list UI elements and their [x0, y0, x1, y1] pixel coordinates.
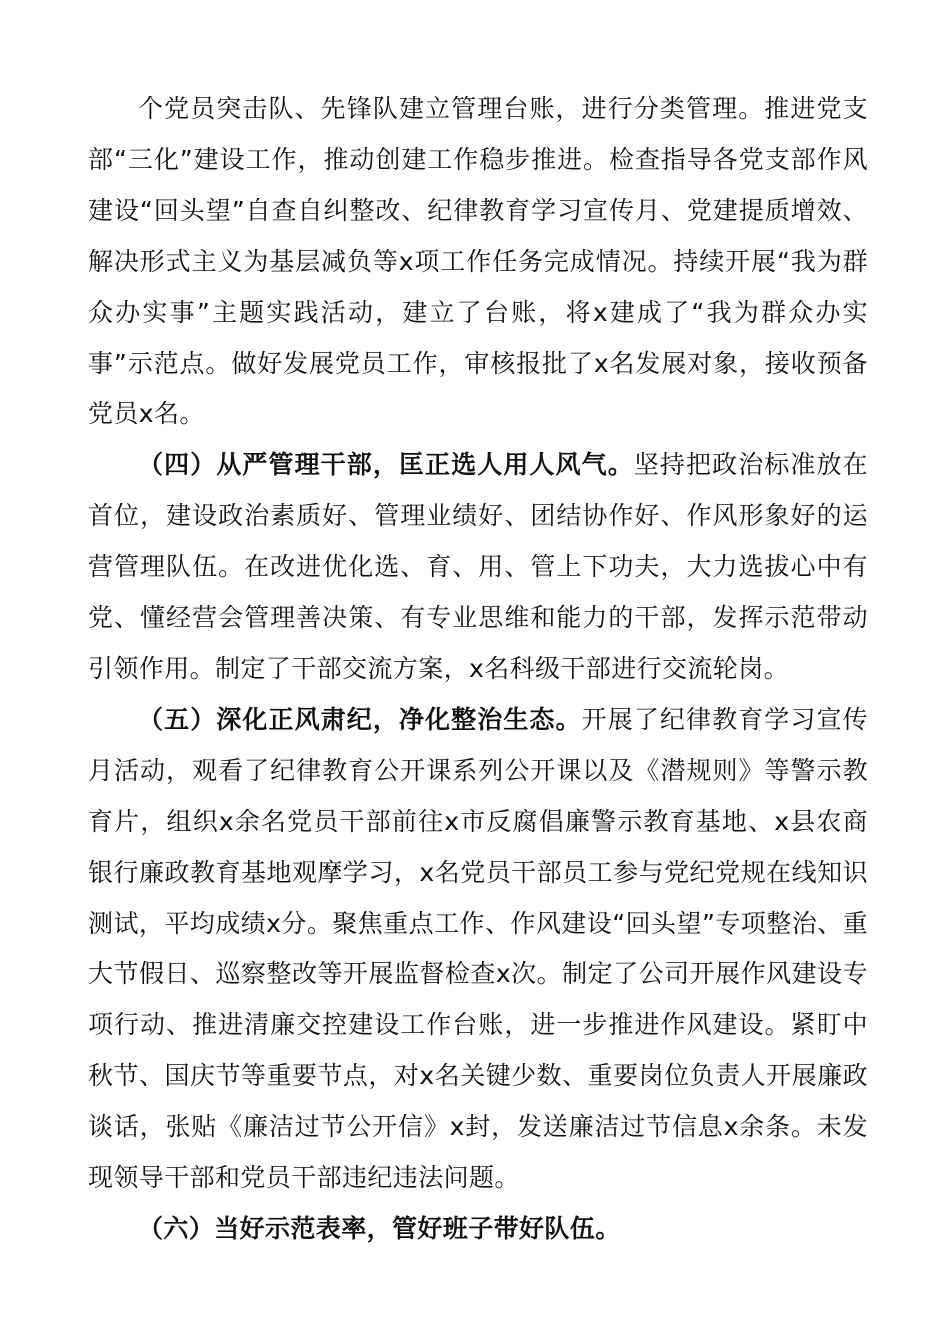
- section-five-text: 开展了纪律教育学习宣传月活动，观看了纪律教育公开课系列公开课以及《潜规则》等警示教育片，组织x余名党员干部前往x市反腐倡廉警示教育基地、x县农商银行廉政教育基地观摩学习，x名党员干部员工参与党纪党规在线知识测试，平均成绩x分。聚焦重点工作、作风建设“回头望”专项整治、重大节假日、巡察整改等开展监督检查x次。制定了公司开展作风建设专项行动、推进清廉交控建设工作台账，进一步推进作风建设。紧盯中秋节、国庆节等重要节点，对x名关键少数、重要岗位负责人开展廉政谈话，张贴《廉洁过节公开信》x封，发送廉洁过节信息x余条。未发现领导干部和党员干部违纪违法问题。: [88, 704, 868, 1193]
- paragraph-text: 个党员突击队、先锋队建立管理台账，进行分类管理。推进党支部“三化”建设工作，推动创建工作稳步推进。检查指导各党支部作风建设“回头望”自查自纠整改、纪律教育学习宣传月、党建提质增效、解决形式主义为基层减负等x项工作任务完成情况。持续开展“我为群众办实事”主题实践活动，建立了台账，将x建成了“我为群众办实事”示范点。做好发展党员工作，审核报批了x名发展对象，接收预备党员x名。: [88, 94, 868, 429]
- paragraph-section-four: [88, 440, 868, 695]
- section-four-text: 坚持把政治标准放在首位，建设政治素质好、管理业绩好、团结协作好、作风形象好的运营管理队伍。在改进优化选、育、用、管上下功夫，大力选拔心中有党、懂经营会管理善决策、有专业思维和能力的干部，发挥示范带动引领作用。制定了干部交流方案，x名科级干部进行交流轮岗。: [88, 450, 868, 683]
- paragraph-party-members: [88, 84, 868, 440]
- section-six-heading: （六）当好示范表率，管好班子带好队伍。: [138, 1213, 621, 1243]
- paragraph-section-five: [88, 695, 868, 1204]
- paragraph-section-six: [88, 1204, 868, 1255]
- document-body: [88, 84, 868, 1255]
- section-five-heading: （五）深化正风肃纪，净化整治生态。: [138, 704, 582, 734]
- section-four-heading: （四）从严管理干部，匡正选人用人风气。: [138, 450, 634, 480]
